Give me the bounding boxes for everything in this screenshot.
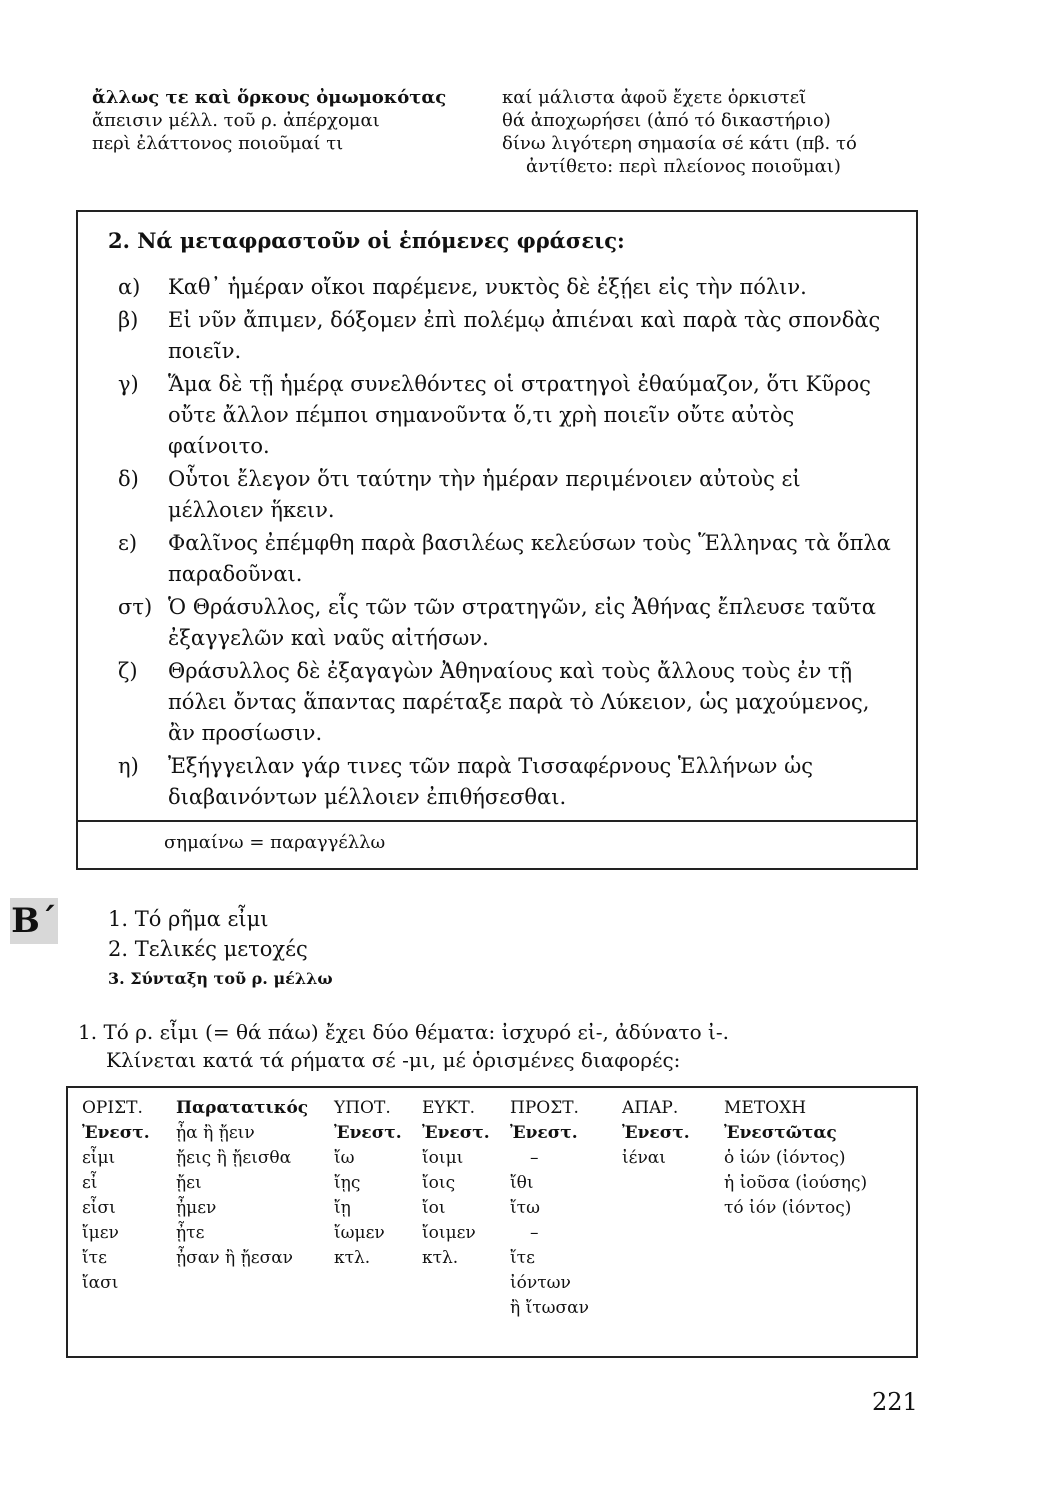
note-right-3: δίνω λιγότερη σημασία σέ κάτι (πβ. τό [502, 133, 857, 154]
topic-item: 1. Τό ρῆμα εἶμι [108, 907, 269, 931]
note-right-2: θά ἀποχωρήσει (ἀπό τό δικαστήριο) [502, 110, 831, 131]
item-label: β) [118, 308, 139, 332]
table-cell: ἴασι [82, 1273, 119, 1293]
item-label: α) [118, 275, 141, 299]
exercise-item [118, 656, 898, 749]
table-cell: ἴοι [422, 1198, 446, 1218]
paragraph-line: 1. Τό ρ. εἶμι (= θά πάω) ἔχει δύο θέματα: ἰσχυρό εἰ-, ἀδύνατο ἰ-. [78, 1020, 729, 1044]
exercise-item [118, 464, 898, 526]
item-text: Εἰ νῦν ἄπιμεν, δόξομεν ἐπὶ πολέμῳ ἀπιέναι καὶ παρὰ τὰς σπονδὰς ποιεῖν. [168, 308, 881, 363]
table-cell: ἴτε [510, 1248, 535, 1268]
note-right-1: καί μάλιστα ἀφοῦ ἔχετε ὁρκιστεῖ [502, 87, 807, 108]
column-subheader: Παρατατικός [176, 1098, 309, 1118]
column-subheader: Ἐνεστ. [510, 1123, 578, 1143]
table-cell: ἴμεν [82, 1223, 119, 1243]
conjugation-table [66, 1086, 918, 1358]
item-text: Θράσυλλος δὲ ἐξαγαγὼν Ἀθηναίους καὶ τοὺς ἄλλους τοὺς ἐν τῇ πόλει ὄντας ἅπαντας παρέταξε παρὰ τὸ Λύκειον, ὡς μαχούμενος, ἂν προσίωσιν. [168, 659, 870, 745]
item-label: στ) [118, 595, 153, 619]
column-subheader: Ἐνεστ. [622, 1123, 690, 1143]
item-text: Ἐξήγγειλαν γάρ τινες τῶν παρὰ Τισσαφέρνους Ἑλλήνων ὡς διαβαινόντων μέλλοιεν ἐπιθήσεσθαι. [168, 754, 813, 809]
note-left-1: ἄλλως τε καὶ ὅρκους ὀμωμοκότας [92, 87, 447, 108]
section-topic-list [108, 904, 333, 994]
exercise-item [118, 592, 898, 654]
table-cell: εἶ [82, 1173, 98, 1193]
exercise-items [118, 272, 898, 815]
top-notes-right [502, 86, 932, 178]
item-text: Οὗτοι ἔλεγον ὅτι ταύτην τὴν ἡμέραν περιμένοιεν αὐτοὺς εἰ μέλλοιεν ἥκειν. [168, 467, 801, 522]
topic-item: 3. Σύνταξη τοῦ ρ. μέλλω [108, 969, 333, 988]
exercise-item [118, 272, 898, 303]
table-column [622, 1096, 690, 1171]
exercise-item [118, 751, 898, 813]
item-label: ζ) [118, 659, 138, 683]
table-cell: ἴῃς [334, 1173, 361, 1193]
table-cell: ἴω [334, 1148, 355, 1168]
table-column [82, 1096, 150, 1296]
topic-item: 2. Τελικές μετοχές [108, 937, 308, 961]
table-cell: – [530, 1223, 539, 1243]
exercise-footnote: σημαίνω = παραγγέλλω [164, 832, 386, 853]
column-header: ΠΡΟΣΤ. [510, 1098, 579, 1118]
table-column [176, 1096, 308, 1271]
column-subheader: Ἐνεστῶτας [724, 1123, 837, 1143]
table-cell: ἢ ἴτωσαν [510, 1298, 589, 1318]
table-cell: ᾖα ἢ ᾔειν [176, 1123, 255, 1143]
divider [78, 820, 916, 822]
table-cell: ᾖσαν ἢ ᾔεσαν [176, 1248, 294, 1268]
table-cell: εἶσι [82, 1198, 116, 1218]
item-text: Καθ᾽ ἡμέραν οἴκοι παρέμενε, νυκτὸς δὲ ἐξῄει εἰς τὴν πόλιν. [168, 275, 807, 299]
table-column [334, 1096, 402, 1271]
column-header: ΑΠΑΡ. [622, 1098, 679, 1118]
page-number: 221 [872, 1388, 918, 1416]
table-cell: ὁ ἰών (ἰόντος) [724, 1148, 846, 1168]
item-label: ε) [118, 531, 138, 555]
note-right-4: ἀντίθετο: περὶ πλείονος ποιοῦμαι) [526, 156, 841, 177]
table-cell: ᾔεις ἢ ᾔεισθα [176, 1148, 292, 1168]
column-header: ΜΕΤΟΧΗ [724, 1098, 807, 1118]
table-cell: ἴτε [82, 1248, 107, 1268]
item-text: Ὁ Θράσυλλος, εἷς τῶν τῶν στρατηγῶν, εἰς Ἀθήνας ἔπλευσε ταῦτα ἐξαγγελῶν καὶ ναῦς αἰτήσων. [168, 595, 876, 650]
exercise-box [76, 210, 918, 870]
exercise-item [118, 528, 898, 590]
column-header: ΕΥΚΤ. [422, 1098, 476, 1118]
table-cell: ἴθι [510, 1173, 534, 1193]
column-subheader: Ἐνεστ. [334, 1123, 402, 1143]
exercise-heading: 2. Νά μεταφραστοῦν οἱ ἑπόμενες φράσεις: [108, 228, 625, 253]
table-cell: εἶμι [82, 1148, 116, 1168]
item-label: η) [118, 754, 139, 778]
table-column [422, 1096, 490, 1271]
note-left-3: περὶ ἐλάττονος ποιοῦμαί τι [92, 133, 344, 154]
exercise-item [118, 369, 898, 462]
exercise-item [118, 305, 898, 367]
table-cell: – [530, 1148, 539, 1168]
table-cell: ἴωμεν [334, 1223, 385, 1243]
table-cell: τό ἰόν (ἰόντος) [724, 1198, 852, 1218]
table-cell: ἡ ἰοῦσα (ἰούσης) [724, 1173, 868, 1193]
item-label: γ) [118, 372, 139, 396]
table-column [724, 1096, 867, 1221]
table-cell: κτλ. [334, 1248, 371, 1268]
table-cell: ἴοις [422, 1173, 456, 1193]
table-cell: ᾔει [176, 1173, 202, 1193]
column-subheader: Ἐνεστ. [82, 1123, 150, 1143]
column-header: ΥΠΟΤ. [334, 1098, 391, 1118]
section-mark: Β΄ [10, 898, 58, 944]
top-notes-left [92, 86, 492, 155]
column-subheader: Ἐνεστ. [422, 1123, 490, 1143]
table-cell: ἴοιμι [422, 1148, 464, 1168]
table-cell: ἴῃ [334, 1198, 351, 1218]
intro-paragraph [78, 1018, 938, 1074]
table-cell: ἰέναι [622, 1148, 666, 1168]
note-left-2: ἄπεισιν μέλλ. τοῦ ρ. ἀπέρχομαι [92, 110, 380, 131]
table-cell: ἴτω [510, 1198, 540, 1218]
table-cell: ἰόντων [510, 1273, 571, 1293]
item-label: δ) [118, 467, 139, 491]
item-text: Ἅμα δὲ τῇ ἡμέρᾳ συνελθόντες οἱ στρατηγοὶ ἐθαύμαζον, ὅτι Κῦρος οὔτε ἄλλον πέμποι σημανοῦντα ὅ,τι χρὴ ποιεῖν οὔτε αὐτὸς φαίνοιτο. [168, 372, 871, 458]
table-cell: ἴοιμεν [422, 1223, 476, 1243]
item-text: Φαλῖνος ἐπέμφθη παρὰ βασιλέως κελεύσων τοὺς Ἕλληνας τὰ ὅπλα παραδοῦναι. [168, 531, 891, 586]
table-cell: κτλ. [422, 1248, 459, 1268]
table-cell: ᾖτε [176, 1223, 205, 1243]
column-header: ΟΡΙΣΤ. [82, 1098, 143, 1118]
paragraph-line: Κλίνεται κατά τά ρήματα σέ -μι, μέ ὁρισμένες διαφορές: [106, 1048, 681, 1072]
table-column [510, 1096, 589, 1321]
table-cell: ᾖμεν [176, 1198, 217, 1218]
